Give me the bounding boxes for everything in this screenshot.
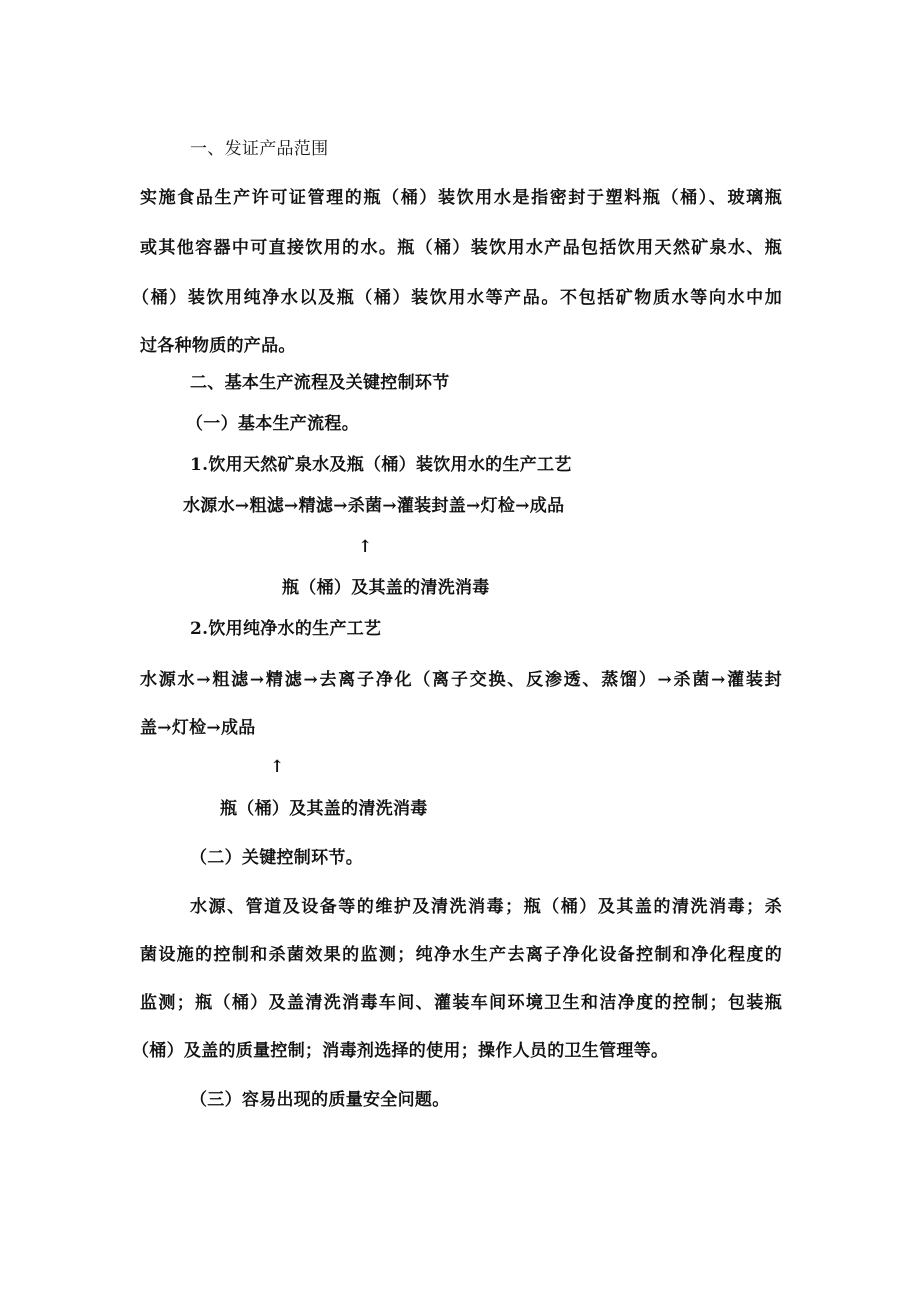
process2-flow-line-1: 水源水→粗滤→精滤→去离子净化（离子交换、反渗透、蒸馏）→杀菌→灌装封 — [140, 670, 782, 690]
process2-flow-line-2: 盖→灯检→成品 — [140, 718, 256, 738]
process1-up-arrow-icon: ↑ — [358, 537, 373, 557]
sub2-para-line-3: 监测；瓶（桶）及盖清洗消毒车间、灌装车间环境卫生和洁净度的控制；包装瓶 — [140, 993, 782, 1013]
process1-branch: 瓶（桶）及其盖的清洗消毒 — [282, 578, 490, 598]
section1-heading: 一、发证产品范围 — [190, 139, 329, 159]
section1-para-line-1: 实施食品生产许可证管理的瓶（桶）装饮用水是指密封于塑料瓶（桶）、玻璃瓶 — [140, 188, 782, 208]
section1-para-line-2: 或其他容器中可直接饮用的水。瓶（桶）装饮用水产品包括饮用天然矿泉水、瓶 — [140, 238, 782, 258]
sub2-para-line-2: 菌设施的控制和杀菌效果的监测；纯净水生产去离子净化设备控制和净化程度的 — [140, 945, 782, 965]
process2-up-arrow-icon: ↑ — [270, 757, 285, 777]
section1-para-line-4: 过各种物质的产品。 — [140, 336, 296, 356]
section1-para-line-3: （桶）装饮用纯净水以及瓶（桶）装饮用水等产品。不包括矿物质水等向水中加 — [132, 288, 782, 308]
process1-flow: 水源水→粗滤→精滤→杀菌→灌装封盖→灯检→成品 — [183, 496, 565, 516]
process2-title: 2.饮用纯净水的生产工艺 — [190, 619, 382, 639]
sub2-para-line-4: （桶）及盖的质量控制；消毒剂选择的使用；操作人员的卫生管理等。 — [132, 1041, 669, 1061]
sub1-heading: （一）基本生产流程。 — [186, 414, 359, 434]
process1-title: 1.饮用天然矿泉水及瓶（桶）装饮用水的生产工艺 — [190, 455, 572, 475]
sub2-para-line-1: 水源、管道及设备等的维护及清洗消毒；瓶（桶）及其盖的清洗消毒；杀 — [190, 897, 782, 917]
sub3-heading: （三）容易出现的质量安全问题。 — [190, 1090, 450, 1110]
section2-heading: 二、基本生产流程及关键控制环节 — [190, 373, 450, 393]
process2-branch: 瓶（桶）及其盖的清洗消毒 — [220, 799, 428, 819]
sub2-heading: （二）关键控制环节。 — [190, 848, 363, 868]
